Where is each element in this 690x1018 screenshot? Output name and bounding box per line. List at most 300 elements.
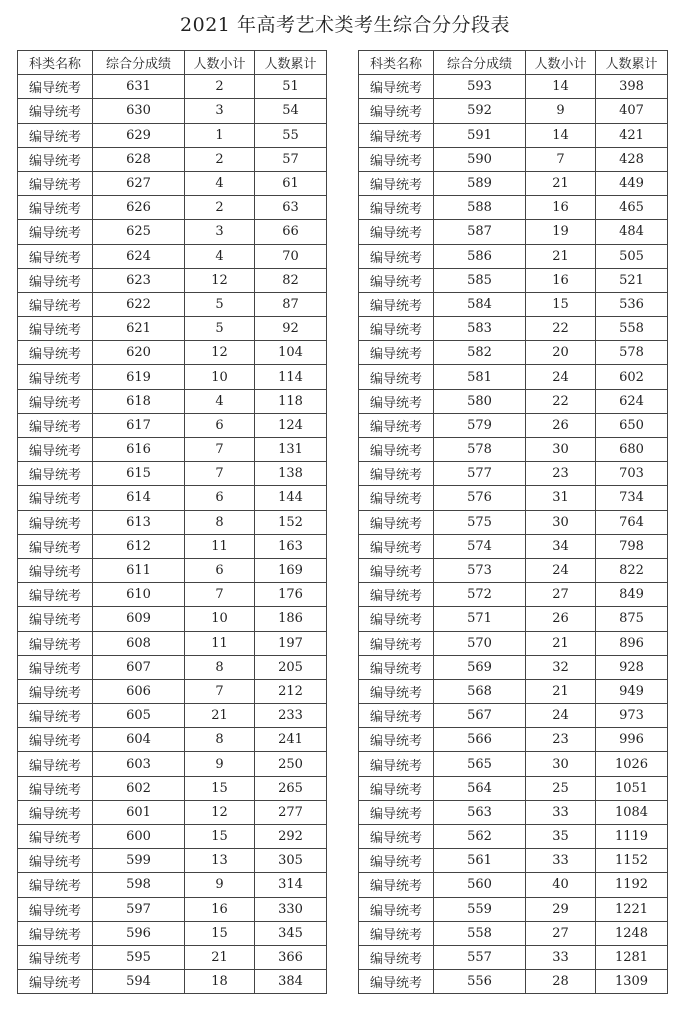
cell-count: 11 (185, 631, 255, 655)
cell-subject-category: 编导统考 (18, 147, 93, 171)
cell-subject-category: 编导统考 (359, 389, 434, 413)
cell-composite-score: 609 (93, 607, 185, 631)
cell-cumulative: 875 (596, 607, 668, 631)
table-row (359, 438, 668, 462)
cell-subject-category: 编导统考 (359, 607, 434, 631)
cell-composite-score: 567 (434, 704, 526, 728)
cell-subject-category: 编导统考 (18, 655, 93, 679)
cell-subject-category: 编导统考 (18, 776, 93, 800)
cell-count: 25 (526, 776, 596, 800)
cell-composite-score: 572 (434, 583, 526, 607)
cell-cumulative: 624 (596, 389, 668, 413)
table-row (359, 268, 668, 292)
cell-cumulative: 265 (255, 776, 327, 800)
cell-composite-score: 581 (434, 365, 526, 389)
cell-cumulative: 124 (255, 413, 327, 437)
cell-subject-category: 编导统考 (359, 679, 434, 703)
cell-count: 14 (526, 123, 596, 147)
cell-cumulative: 407 (596, 99, 668, 123)
cell-composite-score: 558 (434, 921, 526, 945)
cell-cumulative: 87 (255, 292, 327, 316)
cell-count: 11 (185, 534, 255, 558)
cell-cumulative: 104 (255, 341, 327, 365)
table-row (18, 510, 327, 534)
cell-count: 4 (185, 171, 255, 195)
cell-composite-score: 579 (434, 413, 526, 437)
table-row (18, 389, 327, 413)
cell-cumulative: 734 (596, 486, 668, 510)
cell-subject-category: 编导统考 (359, 970, 434, 994)
cell-count: 13 (185, 849, 255, 873)
cell-count: 23 (526, 462, 596, 486)
cell-subject-category: 编导统考 (359, 752, 434, 776)
cell-count: 4 (185, 389, 255, 413)
cell-composite-score: 587 (434, 220, 526, 244)
cell-count: 8 (185, 510, 255, 534)
cell-subject-category: 编导统考 (18, 220, 93, 244)
table-row (359, 655, 668, 679)
cell-composite-score: 626 (93, 196, 185, 220)
cell-subject-category: 编导统考 (359, 268, 434, 292)
cell-cumulative: 484 (596, 220, 668, 244)
cell-composite-score: 618 (93, 389, 185, 413)
table-row (18, 292, 327, 316)
cell-count: 16 (185, 897, 255, 921)
cell-composite-score: 615 (93, 462, 185, 486)
cell-cumulative: 114 (255, 365, 327, 389)
cell-subject-category: 编导统考 (18, 558, 93, 582)
header-composite-score: 综合分成绩 (93, 51, 185, 75)
cell-count: 30 (526, 510, 596, 534)
cell-subject-category: 编导统考 (18, 438, 93, 462)
cell-count: 9 (185, 873, 255, 897)
cell-count: 30 (526, 438, 596, 462)
cell-cumulative: 680 (596, 438, 668, 462)
cell-composite-score: 565 (434, 752, 526, 776)
cell-count: 23 (526, 728, 596, 752)
cell-count: 18 (185, 970, 255, 994)
cell-composite-score: 584 (434, 292, 526, 316)
page-title: 2021 年高考艺术类考生综合分分段表 (180, 14, 510, 36)
table-row (18, 607, 327, 631)
cell-subject-category: 编导统考 (18, 945, 93, 969)
cell-subject-category: 编导统考 (359, 438, 434, 462)
cell-subject-category: 编导统考 (18, 171, 93, 195)
cell-composite-score: 608 (93, 631, 185, 655)
cell-count: 8 (185, 655, 255, 679)
cell-count: 19 (526, 220, 596, 244)
cell-subject-category: 编导统考 (359, 558, 434, 582)
cell-subject-category: 编导统考 (18, 317, 93, 341)
table-row (359, 945, 668, 969)
cell-cumulative: 1221 (596, 897, 668, 921)
table-header-row (18, 51, 327, 75)
cell-composite-score: 576 (434, 486, 526, 510)
table-row (359, 752, 668, 776)
cell-cumulative: 63 (255, 196, 327, 220)
cell-count: 22 (526, 317, 596, 341)
cell-subject-category: 编导统考 (18, 607, 93, 631)
cell-cumulative: 131 (255, 438, 327, 462)
table-row (359, 341, 668, 365)
cell-composite-score: 561 (434, 849, 526, 873)
table-row (18, 413, 327, 437)
cell-composite-score: 598 (93, 873, 185, 897)
cell-count: 33 (526, 945, 596, 969)
cell-subject-category: 编导统考 (359, 728, 434, 752)
cell-cumulative: 536 (596, 292, 668, 316)
cell-count: 33 (526, 800, 596, 824)
cell-composite-score: 619 (93, 365, 185, 389)
cell-count: 16 (526, 196, 596, 220)
cell-cumulative: 928 (596, 655, 668, 679)
cell-subject-category: 编导统考 (359, 75, 434, 99)
cell-cumulative: 57 (255, 147, 327, 171)
cell-subject-category: 编导统考 (18, 365, 93, 389)
table-row (18, 438, 327, 462)
table-row (359, 413, 668, 437)
table-row (359, 99, 668, 123)
cell-composite-score: 569 (434, 655, 526, 679)
cell-composite-score: 625 (93, 220, 185, 244)
table-row (359, 873, 668, 897)
cell-count: 7 (185, 583, 255, 607)
cell-composite-score: 606 (93, 679, 185, 703)
cell-composite-score: 599 (93, 849, 185, 873)
cell-subject-category: 编导统考 (18, 292, 93, 316)
cell-composite-score: 622 (93, 292, 185, 316)
cell-subject-category: 编导统考 (18, 389, 93, 413)
cell-cumulative: 118 (255, 389, 327, 413)
cell-subject-category: 编导统考 (359, 196, 434, 220)
cell-count: 3 (185, 220, 255, 244)
cell-composite-score: 613 (93, 510, 185, 534)
cell-count: 31 (526, 486, 596, 510)
cell-composite-score: 628 (93, 147, 185, 171)
cell-subject-category: 编导统考 (359, 99, 434, 123)
cell-count: 24 (526, 365, 596, 389)
cell-subject-category: 编导统考 (18, 486, 93, 510)
cell-cumulative: 1026 (596, 752, 668, 776)
cell-composite-score: 623 (93, 268, 185, 292)
table-row (18, 825, 327, 849)
cell-subject-category: 编导统考 (18, 704, 93, 728)
cell-composite-score: 592 (434, 99, 526, 123)
cell-cumulative: 1309 (596, 970, 668, 994)
table-row (359, 510, 668, 534)
cell-cumulative: 449 (596, 171, 668, 195)
cell-subject-category: 编导统考 (359, 462, 434, 486)
table-row (359, 486, 668, 510)
cell-composite-score: 556 (434, 970, 526, 994)
cell-cumulative: 798 (596, 534, 668, 558)
cell-subject-category: 编导统考 (18, 825, 93, 849)
cell-cumulative: 186 (255, 607, 327, 631)
cell-subject-category: 编导统考 (359, 220, 434, 244)
cell-cumulative: 205 (255, 655, 327, 679)
cell-composite-score: 617 (93, 413, 185, 437)
cell-subject-category: 编导统考 (18, 679, 93, 703)
cell-subject-category: 编导统考 (359, 776, 434, 800)
cell-cumulative: 212 (255, 679, 327, 703)
cell-composite-score: 585 (434, 268, 526, 292)
cell-count: 21 (526, 171, 596, 195)
table-row (359, 462, 668, 486)
table-row (18, 655, 327, 679)
cell-composite-score: 616 (93, 438, 185, 462)
table-row (359, 244, 668, 268)
cell-composite-score: 577 (434, 462, 526, 486)
cell-cumulative: 1051 (596, 776, 668, 800)
cell-count: 2 (185, 75, 255, 99)
cell-count: 7 (185, 438, 255, 462)
cell-count: 15 (185, 776, 255, 800)
cell-composite-score: 559 (434, 897, 526, 921)
cell-subject-category: 编导统考 (18, 800, 93, 824)
score-table-right (358, 50, 668, 994)
cell-cumulative: 176 (255, 583, 327, 607)
table-row (359, 728, 668, 752)
cell-composite-score: 586 (434, 244, 526, 268)
cell-composite-score: 571 (434, 607, 526, 631)
cell-subject-category: 编导统考 (18, 413, 93, 437)
cell-count: 6 (185, 413, 255, 437)
cell-subject-category: 编导统考 (18, 462, 93, 486)
header-cumulative: 人数累计 (596, 51, 668, 75)
cell-count: 21 (526, 244, 596, 268)
cell-composite-score: 629 (93, 123, 185, 147)
cell-composite-score: 583 (434, 317, 526, 341)
cell-cumulative: 1084 (596, 800, 668, 824)
cell-count: 40 (526, 873, 596, 897)
cell-composite-score: 566 (434, 728, 526, 752)
table-row (18, 220, 327, 244)
cell-cumulative: 703 (596, 462, 668, 486)
cell-composite-score: 557 (434, 945, 526, 969)
cell-cumulative: 465 (596, 196, 668, 220)
cell-subject-category: 编导统考 (18, 583, 93, 607)
cell-count: 15 (185, 825, 255, 849)
cell-composite-score: 580 (434, 389, 526, 413)
table-row (18, 970, 327, 994)
cell-cumulative: 366 (255, 945, 327, 969)
cell-composite-score: 627 (93, 171, 185, 195)
cell-subject-category: 编导统考 (359, 413, 434, 437)
cell-cumulative: 558 (596, 317, 668, 341)
cell-subject-category: 编导统考 (359, 873, 434, 897)
cell-count: 20 (526, 341, 596, 365)
cell-cumulative: 138 (255, 462, 327, 486)
cell-count: 34 (526, 534, 596, 558)
cell-cumulative: 169 (255, 558, 327, 582)
cell-cumulative: 764 (596, 510, 668, 534)
table-row (359, 147, 668, 171)
cell-cumulative: 398 (596, 75, 668, 99)
header-subject-category: 科类名称 (359, 51, 434, 75)
cell-composite-score: 612 (93, 534, 185, 558)
cell-composite-score: 630 (93, 99, 185, 123)
cell-cumulative: 505 (596, 244, 668, 268)
cell-subject-category: 编导统考 (359, 897, 434, 921)
table-row (18, 75, 327, 99)
cell-cumulative: 849 (596, 583, 668, 607)
cell-composite-score: 591 (434, 123, 526, 147)
cell-count: 8 (185, 728, 255, 752)
cell-subject-category: 编导统考 (18, 849, 93, 873)
cell-count: 30 (526, 752, 596, 776)
cell-cumulative: 1248 (596, 921, 668, 945)
cell-composite-score: 601 (93, 800, 185, 824)
table-row (359, 220, 668, 244)
cell-count: 5 (185, 292, 255, 316)
cell-cumulative: 152 (255, 510, 327, 534)
cell-subject-category: 编导统考 (359, 510, 434, 534)
cell-cumulative: 51 (255, 75, 327, 99)
cell-cumulative: 277 (255, 800, 327, 824)
cell-count: 32 (526, 655, 596, 679)
cell-subject-category: 编导统考 (18, 196, 93, 220)
cell-composite-score: 605 (93, 704, 185, 728)
cell-count: 12 (185, 800, 255, 824)
table-row (18, 752, 327, 776)
cell-count: 33 (526, 849, 596, 873)
table-row (18, 365, 327, 389)
table-row (359, 704, 668, 728)
table-row (359, 365, 668, 389)
cell-cumulative: 250 (255, 752, 327, 776)
cell-subject-category: 编导统考 (18, 873, 93, 897)
cell-composite-score: 621 (93, 317, 185, 341)
cell-subject-category: 编导统考 (18, 123, 93, 147)
cell-composite-score: 600 (93, 825, 185, 849)
cell-cumulative: 1119 (596, 825, 668, 849)
cell-subject-category: 编导统考 (359, 147, 434, 171)
cell-count: 21 (185, 945, 255, 969)
cell-subject-category: 编导统考 (359, 825, 434, 849)
cell-subject-category: 编导统考 (359, 945, 434, 969)
cell-cumulative: 949 (596, 679, 668, 703)
cell-composite-score: 588 (434, 196, 526, 220)
cell-count: 24 (526, 704, 596, 728)
table-row (359, 776, 668, 800)
cell-composite-score: 573 (434, 558, 526, 582)
table-row (18, 776, 327, 800)
cell-cumulative: 61 (255, 171, 327, 195)
cell-subject-category: 编导统考 (18, 752, 93, 776)
cell-count: 27 (526, 583, 596, 607)
cell-subject-category: 编导统考 (18, 728, 93, 752)
cell-cumulative: 292 (255, 825, 327, 849)
cell-cumulative: 330 (255, 897, 327, 921)
cell-count: 2 (185, 196, 255, 220)
cell-subject-category: 编导统考 (359, 921, 434, 945)
cell-count: 21 (526, 679, 596, 703)
cell-count: 5 (185, 317, 255, 341)
cell-count: 21 (526, 631, 596, 655)
table-row (359, 292, 668, 316)
cell-subject-category: 编导统考 (359, 171, 434, 195)
table-row (18, 341, 327, 365)
cell-cumulative: 578 (596, 341, 668, 365)
cell-cumulative: 305 (255, 849, 327, 873)
cell-subject-category: 编导统考 (18, 631, 93, 655)
header-subject-category: 科类名称 (18, 51, 93, 75)
cell-subject-category: 编导统考 (359, 341, 434, 365)
table-header-row (359, 51, 668, 75)
cell-cumulative: 1152 (596, 849, 668, 873)
cell-composite-score: 602 (93, 776, 185, 800)
table-row (359, 534, 668, 558)
cell-count: 24 (526, 558, 596, 582)
table-row (18, 800, 327, 824)
cell-composite-score: 607 (93, 655, 185, 679)
cell-count: 7 (526, 147, 596, 171)
cell-composite-score: 574 (434, 534, 526, 558)
header-count: 人数小计 (526, 51, 596, 75)
table-row (18, 147, 327, 171)
cell-composite-score: 570 (434, 631, 526, 655)
table-row (18, 558, 327, 582)
cell-count: 10 (185, 607, 255, 631)
cell-subject-category: 编导统考 (18, 921, 93, 945)
cell-subject-category: 编导统考 (359, 244, 434, 268)
cell-count: 2 (185, 147, 255, 171)
cell-count: 35 (526, 825, 596, 849)
cell-cumulative: 1192 (596, 873, 668, 897)
cell-cumulative: 54 (255, 99, 327, 123)
table-row (359, 317, 668, 341)
cell-subject-category: 编导统考 (18, 268, 93, 292)
cell-count: 27 (526, 921, 596, 945)
cell-cumulative: 92 (255, 317, 327, 341)
cell-count: 21 (185, 704, 255, 728)
cell-composite-score: 563 (434, 800, 526, 824)
cell-subject-category: 编导统考 (18, 75, 93, 99)
cell-cumulative: 822 (596, 558, 668, 582)
cell-composite-score: 578 (434, 438, 526, 462)
table-row (359, 800, 668, 824)
cell-subject-category: 编导统考 (18, 534, 93, 558)
cell-cumulative: 241 (255, 728, 327, 752)
table-row (18, 631, 327, 655)
header-count: 人数小计 (185, 51, 255, 75)
cell-count: 6 (185, 486, 255, 510)
table-row (359, 897, 668, 921)
cell-cumulative: 55 (255, 123, 327, 147)
cell-cumulative: 973 (596, 704, 668, 728)
header-composite-score: 综合分成绩 (434, 51, 526, 75)
cell-count: 16 (526, 268, 596, 292)
table-row (18, 921, 327, 945)
cell-cumulative: 66 (255, 220, 327, 244)
cell-cumulative: 314 (255, 873, 327, 897)
table-row (18, 945, 327, 969)
cell-subject-category: 编导统考 (18, 897, 93, 921)
cell-subject-category: 编导统考 (359, 583, 434, 607)
cell-cumulative: 345 (255, 921, 327, 945)
cell-count: 12 (185, 268, 255, 292)
cell-count: 1 (185, 123, 255, 147)
table-row (359, 679, 668, 703)
cell-subject-category: 编导统考 (359, 655, 434, 679)
cell-subject-category: 编导统考 (359, 849, 434, 873)
table-row (359, 849, 668, 873)
table-row (359, 123, 668, 147)
table-row (359, 583, 668, 607)
cell-cumulative: 197 (255, 631, 327, 655)
cell-composite-score: 594 (93, 970, 185, 994)
cell-composite-score: 611 (93, 558, 185, 582)
